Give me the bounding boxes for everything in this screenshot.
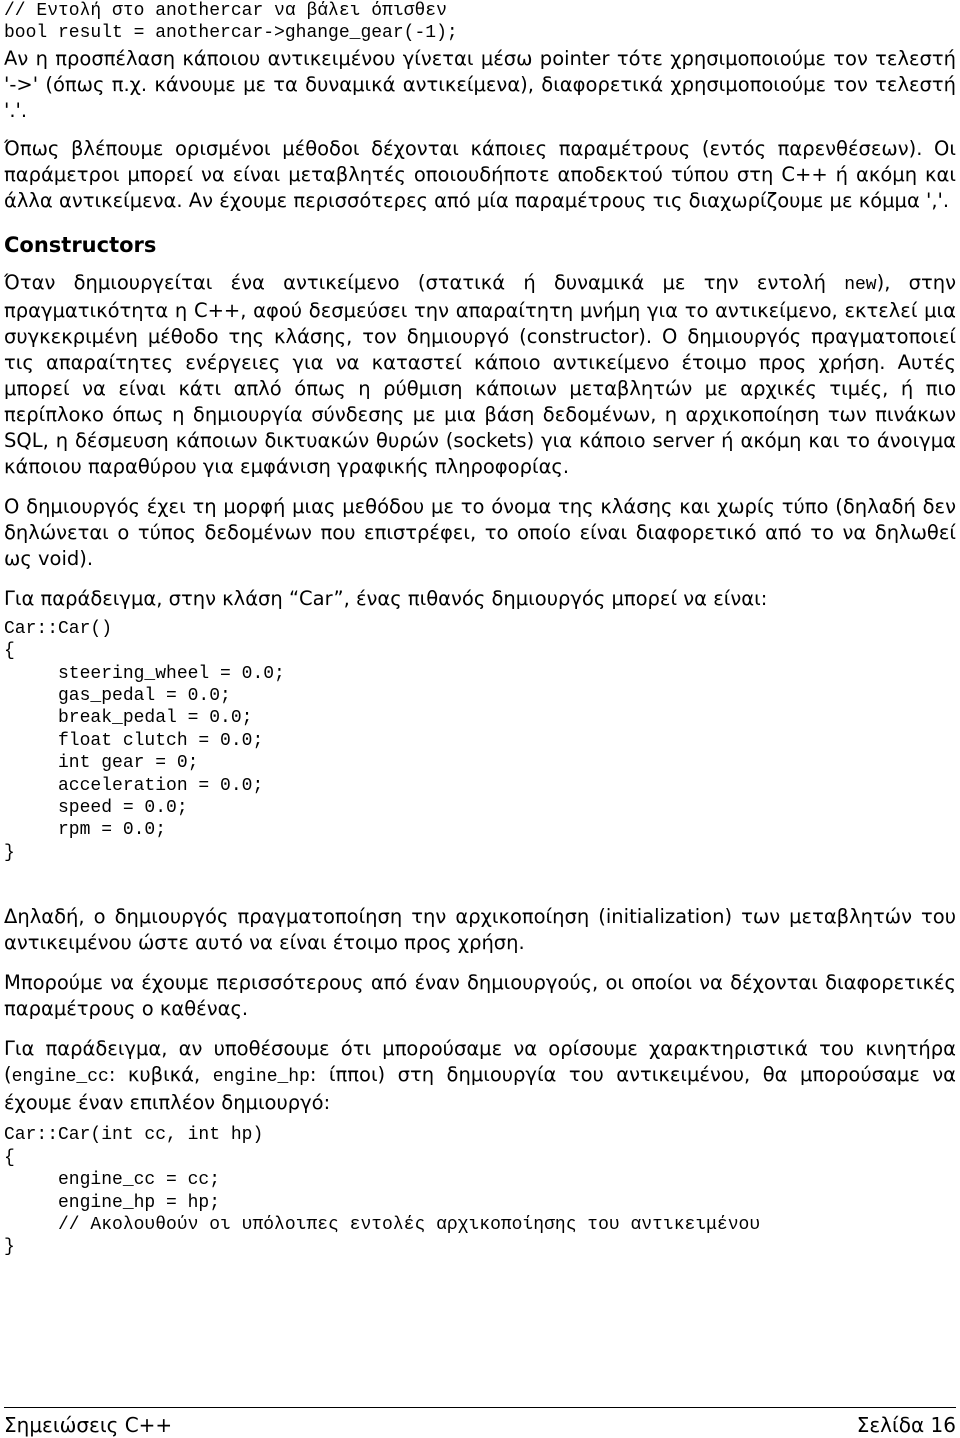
code-line: }	[4, 1237, 15, 1258]
text: : κυβικά,	[108, 1063, 213, 1087]
code-line: bool result = anothercar->ghange_gear(-1);	[4, 23, 458, 44]
code-line: // Ακολουθούν οι υπόλοιπες εντολές αρχικοποίησης του αντικειμένου	[4, 1214, 761, 1235]
paragraph-example-2	[4, 1036, 956, 1116]
code-line: steering_wheel = 0.0;	[4, 663, 285, 684]
document-page	[4, 0, 956, 1259]
paragraph-constructor-form: Ο δημιουργός έχει τη μορφή μιας μεθόδου με το όνομα της κλάσης και χωρίς τύπο (δηλαδή δεν δηλώνεται ο τύπος δεδομένων που επιστρέφει, το οποίο είναι διαφορετικό από το να δηλωθεί ως void).	[4, 494, 956, 570]
code-line: Car::Car()	[4, 618, 113, 639]
code-block-top	[4, 0, 956, 45]
code-line: rpm = 0.0;	[4, 820, 167, 841]
paragraph-parameters: Όπως βλέπουμε ορισμένοι μέθοδοι δέχονται κάποιες παραμέτρους (εντός παρενθέσεων). Οι παράμετροι μπορεί να είναι μεταβλητές οποιουδήποτε αποδεκτού τύπου στη C++ ή ακόμη και άλλα αντικείμενα. Αν έχουμε περισσότερες από μία παραμέτρους τις διαχωρίζουμε με κόμμα ','.	[4, 136, 956, 212]
code-line: acceleration = 0.0;	[4, 775, 264, 796]
inline-code-engine-hp: engine_hp	[212, 1067, 310, 1088]
code-line: {	[4, 1147, 15, 1168]
page-number: Σελίδα 16	[856, 1413, 956, 1437]
code-line: speed = 0.0;	[4, 798, 188, 819]
inline-code-engine-cc: engine_cc	[11, 1067, 109, 1088]
code-line: int gear = 0;	[4, 753, 199, 774]
footer-title: Σημειώσεις C++	[4, 1413, 173, 1437]
code-block-constructor-params	[4, 1124, 956, 1258]
paragraph-initialization: Δηλαδή, ο δημιουργός πραγματοποίηση την αρχικοποίηση (initialization) των μεταβλητών του αντικειμένου ώστε αυτό να είναι έτοιμο προς χρήση.	[4, 905, 956, 955]
paragraph-pointer: Αν η προσπέλαση κάποιου αντικειμένου γίνεται μέσω pointer τότε χρησιμοποιούμε τον τελεστή '->' (όπως π.χ. κάνουμε με τα δυναμικά αντικείμενα), διαφορετικά χρησιμοποιούμε τον τελεστή '.'.	[4, 46, 956, 122]
code-line: Car::Car(int cc, int hp)	[4, 1125, 264, 1146]
paragraph-multiple-constructors: Μπορούμε να έχουμε περισσότερους από έναν δημιουργούς, οι οποίοι να δέχονται διαφορετικές παραμέτρους ο καθένας.	[4, 971, 956, 1021]
code-block-constructor	[4, 618, 956, 864]
text: : ίπποι) στη δημιουργία του αντικειμένου, θα μπορούσαμε να έχουμε έναν επιπλέον δημιουργό:	[4, 1063, 956, 1115]
page-footer	[4, 1407, 956, 1437]
text: Για παράδειγμα, αν υποθέσουμε ότι μπορούσαμε να ορίσουμε χαρακτηριστικά του κινητήρα (	[4, 1037, 956, 1087]
code-line: {	[4, 641, 15, 662]
code-line: float clutch = 0.0;	[4, 730, 264, 751]
code-line: break_pedal = 0.0;	[4, 708, 253, 729]
paragraph-example-1: Για παράδειγμα, στην κλάση “Car”, ένας πιθανός δημιουργός μπορεί να είναι:	[4, 586, 768, 610]
code-line: engine_hp = hp;	[4, 1192, 221, 1213]
code-line: engine_cc = cc;	[4, 1170, 221, 1191]
code-line: // Εντολή στο anothercar να βάλει όπισθεν	[4, 1, 447, 21]
section-heading: Constructors	[4, 232, 157, 257]
inline-code-new: new	[844, 274, 877, 295]
text: Όταν δημιουργείται ένα αντικείμενο (στατικά ή δυναμικά με την εντολή	[4, 270, 845, 294]
text: ), στην πραγματικότητα η C++, αφού δεσμεύσει την απαραίτητη μνήμη για το αντικείμενο, εκτελεί μια συγκεκριμένη μέθοδο της κλάσης, τον δημιουργό (constructor). Ο δημιουργός πραγματοποιεί τις απαραίτητες ενέργειες για να καταστεί κάποιο αντικείμενο έτοιμο προς χρήση. Αυτές μπορεί να είναι κάτι απλό όπως η ρύθμιση κάποιων μεταβλητών με αρχικές τιμές, ή πιο περίπλοκο όπως η δημιουργία σύνδεσης με μια βάση δεδομένων, η αρχικοποίηση των πινάκων SQL, η δέσμευση κάποιων δικτυακών θυρών (sockets) για κάποιο server ή ακόμη και το άνοιγμα κάποιου παραθύρου για εμφάνιση γραφικής πληροφορίας.	[4, 270, 956, 478]
paragraph-constructor-intro	[4, 270, 956, 480]
code-line: }	[4, 842, 15, 863]
code-line: gas_pedal = 0.0;	[4, 686, 231, 707]
